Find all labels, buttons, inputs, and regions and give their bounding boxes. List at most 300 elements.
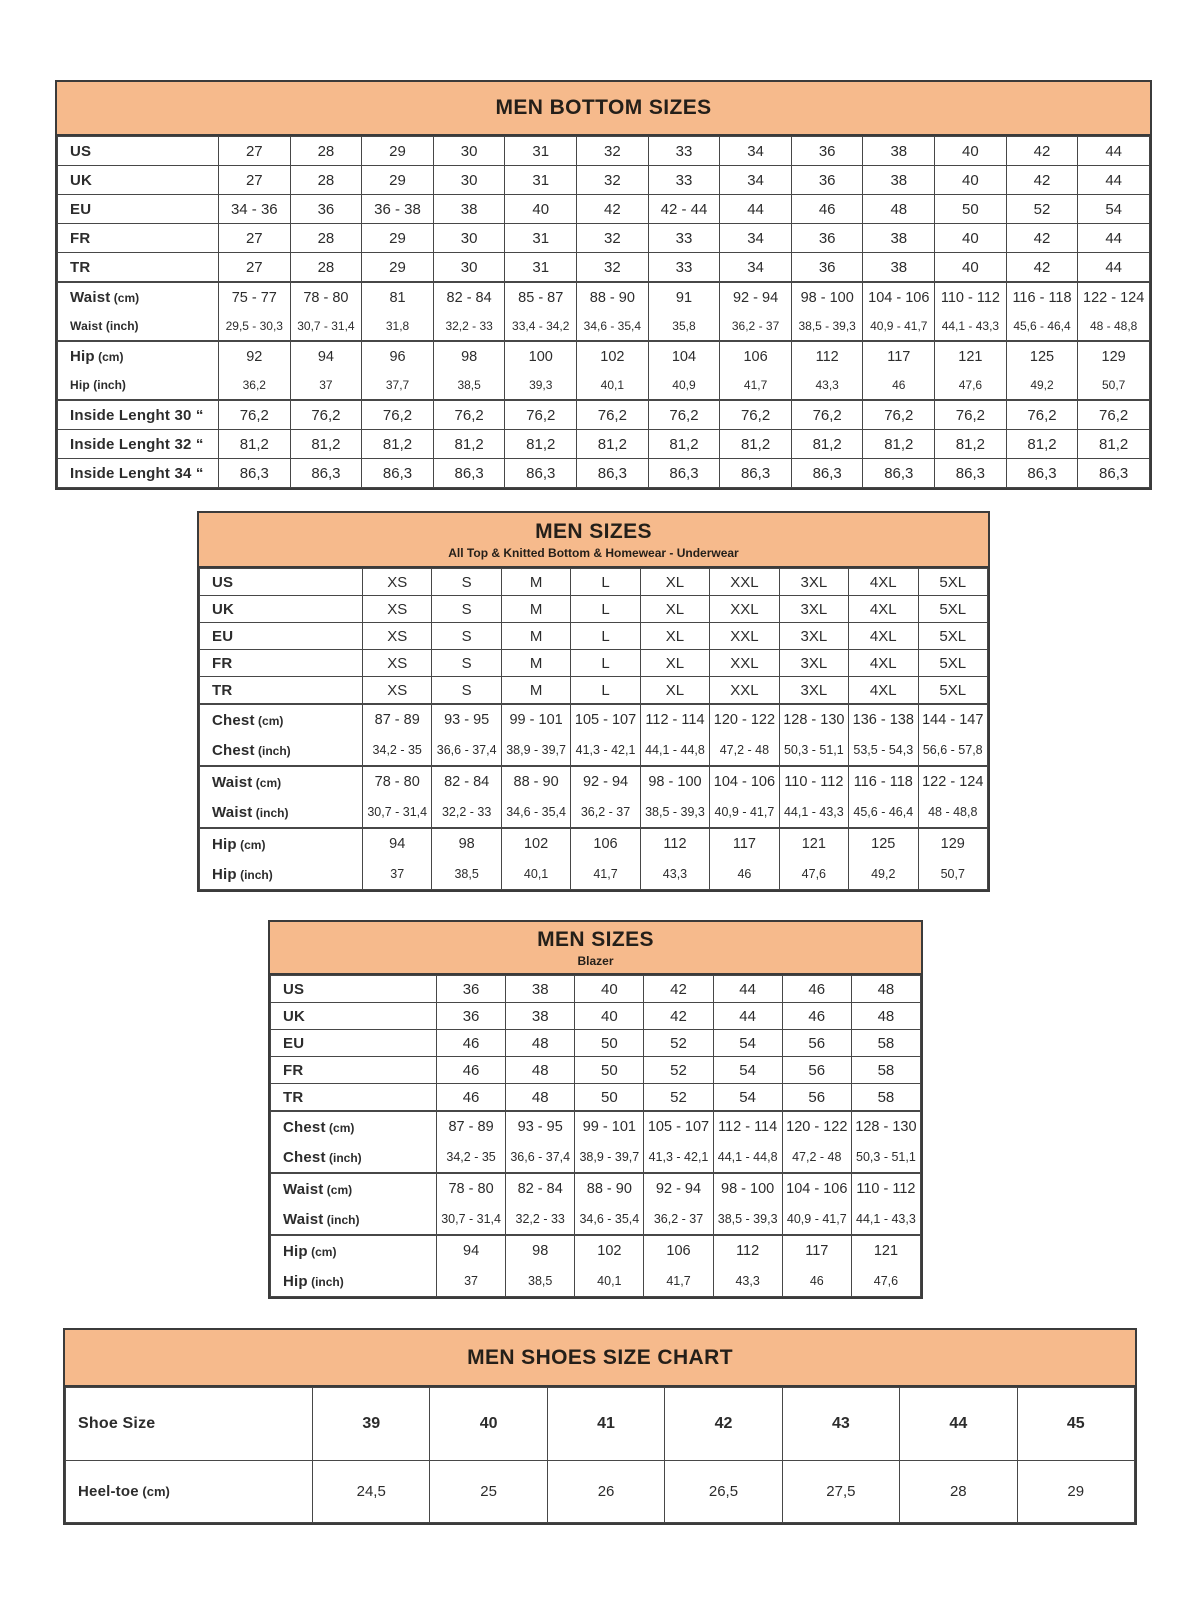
- value-cell: 86,3: [863, 459, 935, 488]
- value-cell: 34,6 - 35,4: [501, 797, 570, 828]
- value-cell: 5XL: [918, 677, 988, 705]
- value-cell: 53,5 - 54,3: [849, 735, 918, 766]
- value-cell: 32: [577, 166, 649, 195]
- value-cell: 54: [713, 1030, 782, 1057]
- value-cell: 32: [577, 137, 649, 166]
- value-cell: 40: [575, 976, 644, 1003]
- row-label: FR: [271, 1057, 437, 1084]
- value-cell: 45,6 - 46,4: [1006, 312, 1078, 341]
- value-cell: 81,2: [505, 430, 577, 459]
- value-cell: 26: [547, 1461, 664, 1523]
- table-row-inside-lenght-30: [58, 400, 1150, 430]
- value-cell: 30,7 - 31,4: [290, 312, 362, 341]
- value-cell: XL: [640, 623, 709, 650]
- value-cell: XS: [363, 596, 432, 623]
- value-cell: 104 - 106: [782, 1173, 851, 1204]
- value-cell: L: [571, 677, 640, 705]
- value-cell: 42: [644, 1003, 713, 1030]
- value-cell: 86,3: [935, 459, 1007, 488]
- value-cell: 117: [863, 341, 935, 371]
- men-shoes-size-chart-section: [63, 1328, 1137, 1525]
- value-cell: 110 - 112: [779, 766, 848, 797]
- value-cell: 82 - 84: [506, 1173, 575, 1204]
- row-label: Inside Lenght 30 “: [58, 400, 219, 430]
- table-row-eu: [200, 623, 988, 650]
- table-row-eu: [271, 1030, 921, 1057]
- value-cell: XL: [640, 650, 709, 677]
- value-cell: 81,2: [362, 430, 434, 459]
- row-label: Hip (cm): [200, 828, 363, 859]
- value-cell: 116 - 118: [849, 766, 918, 797]
- value-cell: XXL: [710, 596, 779, 623]
- value-cell: 112 - 114: [640, 704, 709, 735]
- value-cell: 76,2: [505, 400, 577, 430]
- value-cell: XXL: [710, 569, 779, 596]
- value-cell: 87 - 89: [363, 704, 432, 735]
- table-row-heel-toe-cm: [66, 1461, 1135, 1523]
- table-row-tr: [58, 253, 1150, 283]
- value-cell: 46: [782, 976, 851, 1003]
- table-row-us: [58, 137, 1150, 166]
- value-cell: 37: [437, 1266, 506, 1297]
- value-cell: 93 - 95: [432, 704, 501, 735]
- value-cell: 44: [720, 195, 792, 224]
- value-cell: 33,4 - 34,2: [505, 312, 577, 341]
- value-cell: 104 - 106: [863, 282, 935, 312]
- row-label: EU: [271, 1030, 437, 1057]
- value-cell: 3XL: [779, 596, 848, 623]
- value-cell: 44: [713, 976, 782, 1003]
- value-cell: 33: [648, 253, 720, 283]
- value-cell: 56: [782, 1030, 851, 1057]
- value-cell: 48: [863, 195, 935, 224]
- row-label: Hip (cm): [271, 1235, 437, 1266]
- value-cell: 102: [577, 341, 649, 371]
- value-cell: 92: [219, 341, 291, 371]
- value-cell: 40: [505, 195, 577, 224]
- value-cell: 121: [779, 828, 848, 859]
- value-cell: 86,3: [433, 459, 505, 488]
- value-cell: XXL: [710, 623, 779, 650]
- value-cell: 88 - 90: [577, 282, 649, 312]
- row-label: Shoe Size: [66, 1388, 313, 1461]
- row-label: UK: [200, 596, 363, 623]
- value-cell: 3XL: [779, 677, 848, 705]
- value-cell: 40: [935, 253, 1007, 283]
- value-cell: 36,6 - 37,4: [506, 1142, 575, 1173]
- value-cell: 38,5 - 39,3: [640, 797, 709, 828]
- value-cell: 86,3: [577, 459, 649, 488]
- value-cell: 31: [505, 137, 577, 166]
- value-cell: 4XL: [849, 623, 918, 650]
- value-cell: 136 - 138: [849, 704, 918, 735]
- value-cell: 98 - 100: [791, 282, 863, 312]
- value-cell: XXL: [710, 650, 779, 677]
- men-sizes-tops-table: [199, 568, 988, 890]
- row-label: Hip (cm): [58, 341, 219, 371]
- value-cell: 48 - 48,8: [1078, 312, 1150, 341]
- table-row-us: [271, 976, 921, 1003]
- value-cell: 76,2: [290, 400, 362, 430]
- value-cell: 30,7 - 31,4: [363, 797, 432, 828]
- value-cell: 33: [648, 137, 720, 166]
- value-cell: 37: [290, 371, 362, 400]
- value-cell: 81,2: [863, 430, 935, 459]
- value-cell: 46: [863, 371, 935, 400]
- table-row-fr: [200, 650, 988, 677]
- value-cell: 34: [720, 224, 792, 253]
- value-cell: 4XL: [849, 569, 918, 596]
- value-cell: 28: [290, 224, 362, 253]
- value-cell: 104: [648, 341, 720, 371]
- value-cell: 106: [571, 828, 640, 859]
- value-cell: 75 - 77: [219, 282, 291, 312]
- value-cell: 99 - 101: [501, 704, 570, 735]
- table-header: [199, 513, 988, 568]
- value-cell: 36: [290, 195, 362, 224]
- value-cell: 43,3: [640, 859, 709, 890]
- table-row-waist-cm: [58, 282, 1150, 312]
- table-row-waist-inch: [271, 1204, 921, 1235]
- value-cell: S: [432, 569, 501, 596]
- value-cell: 36: [791, 166, 863, 195]
- value-cell: 76,2: [1006, 400, 1078, 430]
- value-cell: 30: [433, 253, 505, 283]
- value-cell: 58: [851, 1084, 920, 1112]
- table-row-shoe-size: [66, 1388, 1135, 1461]
- value-cell: S: [432, 677, 501, 705]
- value-cell: 86,3: [505, 459, 577, 488]
- value-cell: 112 - 114: [713, 1111, 782, 1142]
- value-cell: 44,1 - 44,8: [713, 1142, 782, 1173]
- value-cell: 99 - 101: [575, 1111, 644, 1142]
- value-cell: 38,5: [506, 1266, 575, 1297]
- row-label: Inside Lenght 34 “: [58, 459, 219, 488]
- value-cell: XXL: [710, 677, 779, 705]
- value-cell: 76,2: [791, 400, 863, 430]
- table-row-tr: [271, 1084, 921, 1112]
- table-title: MEN BOTTOM SIZES: [495, 96, 712, 119]
- value-cell: 36,2 - 37: [644, 1204, 713, 1235]
- value-cell: 3XL: [779, 623, 848, 650]
- value-cell: 41,7: [644, 1266, 713, 1297]
- table-row-uk: [271, 1003, 921, 1030]
- value-cell: 106: [644, 1235, 713, 1266]
- row-label: EU: [200, 623, 363, 650]
- table-row-chest-inch: [200, 735, 988, 766]
- value-cell: 105 - 107: [571, 704, 640, 735]
- value-cell: 81,2: [648, 430, 720, 459]
- value-cell: 5XL: [918, 569, 988, 596]
- value-cell: 36,2: [219, 371, 291, 400]
- value-cell: 30,7 - 31,4: [437, 1204, 506, 1235]
- value-cell: 43: [782, 1388, 899, 1461]
- table-title: MEN SIZES: [535, 519, 652, 543]
- value-cell: 76,2: [1078, 400, 1150, 430]
- value-cell: 81,2: [433, 430, 505, 459]
- table-row-inside-lenght-34: [58, 459, 1150, 488]
- value-cell: 86,3: [219, 459, 291, 488]
- table-row-hip-inch: [271, 1266, 921, 1297]
- value-cell: XL: [640, 677, 709, 705]
- value-cell: 38,5 - 39,3: [713, 1204, 782, 1235]
- value-cell: 5XL: [918, 623, 988, 650]
- value-cell: 45: [1017, 1388, 1134, 1461]
- value-cell: 50,7: [918, 859, 988, 890]
- value-cell: M: [501, 569, 570, 596]
- value-cell: 98: [506, 1235, 575, 1266]
- value-cell: 32: [577, 224, 649, 253]
- value-cell: 54: [713, 1084, 782, 1112]
- row-label: Hip (inch): [58, 371, 219, 400]
- value-cell: M: [501, 623, 570, 650]
- value-cell: 96: [362, 341, 434, 371]
- value-cell: 86,3: [1078, 459, 1150, 488]
- value-cell: L: [571, 596, 640, 623]
- value-cell: 40: [575, 1003, 644, 1030]
- row-label: EU: [58, 195, 219, 224]
- value-cell: 29,5 - 30,3: [219, 312, 291, 341]
- table-row-hip-inch: [200, 859, 988, 890]
- value-cell: 110 - 112: [935, 282, 1007, 312]
- value-cell: 104 - 106: [710, 766, 779, 797]
- value-cell: 47,6: [851, 1266, 920, 1297]
- value-cell: 33: [648, 166, 720, 195]
- value-cell: XL: [640, 596, 709, 623]
- row-label: Chest (inch): [271, 1142, 437, 1173]
- value-cell: 31: [505, 166, 577, 195]
- row-label: UK: [58, 166, 219, 195]
- table-row-waist-inch: [58, 312, 1150, 341]
- row-label: Chest (inch): [200, 735, 363, 766]
- men-sizes-blazer-table: [270, 975, 921, 1297]
- value-cell: 82 - 84: [432, 766, 501, 797]
- value-cell: 40: [935, 137, 1007, 166]
- value-cell: 37: [363, 859, 432, 890]
- value-cell: 38,5: [432, 859, 501, 890]
- table-row-hip-cm: [271, 1235, 921, 1266]
- value-cell: 32: [577, 253, 649, 283]
- value-cell: 48: [506, 1057, 575, 1084]
- value-cell: 3XL: [779, 650, 848, 677]
- value-cell: 30: [433, 166, 505, 195]
- value-cell: 76,2: [720, 400, 792, 430]
- value-cell: 76,2: [219, 400, 291, 430]
- value-cell: 31: [505, 253, 577, 283]
- value-cell: 106: [720, 341, 792, 371]
- value-cell: XS: [363, 623, 432, 650]
- value-cell: 44: [900, 1388, 1017, 1461]
- value-cell: 38: [863, 253, 935, 283]
- value-cell: 54: [1078, 195, 1150, 224]
- value-cell: 36,2 - 37: [571, 797, 640, 828]
- value-cell: 81: [362, 282, 434, 312]
- row-label: Chest (cm): [271, 1111, 437, 1142]
- value-cell: 40: [935, 224, 1007, 253]
- value-cell: 93 - 95: [506, 1111, 575, 1142]
- row-label: Waist (cm): [271, 1173, 437, 1204]
- value-cell: 76,2: [577, 400, 649, 430]
- row-label: TR: [200, 677, 363, 705]
- value-cell: 110 - 112: [851, 1173, 920, 1204]
- value-cell: 92 - 94: [571, 766, 640, 797]
- value-cell: 78 - 80: [363, 766, 432, 797]
- value-cell: 42: [665, 1388, 782, 1461]
- value-cell: 41,3 - 42,1: [644, 1142, 713, 1173]
- value-cell: 42: [1006, 166, 1078, 195]
- value-cell: 42 - 44: [648, 195, 720, 224]
- value-cell: 4XL: [849, 596, 918, 623]
- value-cell: 34: [720, 166, 792, 195]
- value-cell: 32,2 - 33: [432, 797, 501, 828]
- value-cell: 81,2: [1006, 430, 1078, 459]
- value-cell: 44: [1078, 253, 1150, 283]
- value-cell: 50: [575, 1057, 644, 1084]
- value-cell: 49,2: [1006, 371, 1078, 400]
- value-cell: 47,6: [779, 859, 848, 890]
- value-cell: 56,6 - 57,8: [918, 735, 988, 766]
- value-cell: 44: [713, 1003, 782, 1030]
- value-cell: 40,1: [577, 371, 649, 400]
- value-cell: 37,7: [362, 371, 434, 400]
- value-cell: 28: [900, 1461, 1017, 1523]
- value-cell: 31,8: [362, 312, 434, 341]
- value-cell: 36: [791, 224, 863, 253]
- value-cell: 58: [851, 1030, 920, 1057]
- value-cell: 44: [1078, 224, 1150, 253]
- value-cell: 38,5: [433, 371, 505, 400]
- row-label: Waist (cm): [200, 766, 363, 797]
- value-cell: 38,9 - 39,7: [501, 735, 570, 766]
- value-cell: L: [571, 623, 640, 650]
- value-cell: 46: [791, 195, 863, 224]
- value-cell: 58: [851, 1057, 920, 1084]
- table-subtitle: All Top & Knitted Bottom & Homewear - Underwear: [448, 545, 739, 560]
- value-cell: 105 - 107: [644, 1111, 713, 1142]
- value-cell: S: [432, 650, 501, 677]
- value-cell: 81,2: [219, 430, 291, 459]
- value-cell: XS: [363, 677, 432, 705]
- value-cell: 122 - 124: [918, 766, 988, 797]
- value-cell: L: [571, 650, 640, 677]
- value-cell: 38: [863, 224, 935, 253]
- value-cell: 44: [1078, 137, 1150, 166]
- value-cell: 86,3: [1006, 459, 1078, 488]
- value-cell: 52: [644, 1084, 713, 1112]
- value-cell: 4XL: [849, 677, 918, 705]
- value-cell: 48: [506, 1030, 575, 1057]
- table-row-hip-cm: [200, 828, 988, 859]
- row-label: Hip (inch): [271, 1266, 437, 1297]
- value-cell: 44,1 - 43,3: [935, 312, 1007, 341]
- row-label: UK: [271, 1003, 437, 1030]
- value-cell: 112: [640, 828, 709, 859]
- value-cell: 48: [851, 1003, 920, 1030]
- value-cell: 36: [791, 137, 863, 166]
- value-cell: 78 - 80: [437, 1173, 506, 1204]
- value-cell: 41,7: [720, 371, 792, 400]
- value-cell: 44,1 - 43,3: [851, 1204, 920, 1235]
- value-cell: 41,7: [571, 859, 640, 890]
- value-cell: 117: [710, 828, 779, 859]
- value-cell: 36: [437, 976, 506, 1003]
- value-cell: 125: [1006, 341, 1078, 371]
- value-cell: 42: [1006, 253, 1078, 283]
- value-cell: 98 - 100: [713, 1173, 782, 1204]
- men-sizes-tops-section: [197, 511, 990, 892]
- value-cell: 27: [219, 166, 291, 195]
- value-cell: 29: [362, 166, 434, 195]
- value-cell: 48 - 48,8: [918, 797, 988, 828]
- value-cell: 52: [1006, 195, 1078, 224]
- value-cell: 122 - 124: [1078, 282, 1150, 312]
- row-label: Chest (cm): [200, 704, 363, 735]
- value-cell: 35,8: [648, 312, 720, 341]
- value-cell: 44,1 - 44,8: [640, 735, 709, 766]
- value-cell: 92 - 94: [720, 282, 792, 312]
- men-bottom-sizes-table: [57, 136, 1150, 488]
- value-cell: 42: [644, 976, 713, 1003]
- table-row-chest-inch: [271, 1142, 921, 1173]
- value-cell: 82 - 84: [433, 282, 505, 312]
- value-cell: 100: [505, 341, 577, 371]
- men-bottom-sizes-section: [55, 80, 1152, 490]
- value-cell: 42: [1006, 224, 1078, 253]
- value-cell: 34,2 - 35: [363, 735, 432, 766]
- value-cell: 34: [720, 137, 792, 166]
- value-cell: 40,1: [501, 859, 570, 890]
- value-cell: 94: [290, 341, 362, 371]
- row-label: TR: [271, 1084, 437, 1112]
- table-row-waist-inch: [200, 797, 988, 828]
- value-cell: 48: [506, 1084, 575, 1112]
- value-cell: 85 - 87: [505, 282, 577, 312]
- value-cell: 39,3: [505, 371, 577, 400]
- value-cell: 28: [290, 166, 362, 195]
- value-cell: 34,6 - 35,4: [577, 312, 649, 341]
- value-cell: XL: [640, 569, 709, 596]
- value-cell: 30: [433, 137, 505, 166]
- value-cell: 36: [437, 1003, 506, 1030]
- value-cell: L: [571, 569, 640, 596]
- value-cell: 54: [713, 1057, 782, 1084]
- value-cell: 46: [437, 1057, 506, 1084]
- value-cell: 38,9 - 39,7: [575, 1142, 644, 1173]
- table-row-inside-lenght-32: [58, 430, 1150, 459]
- value-cell: 40,9: [648, 371, 720, 400]
- row-label: Waist (cm): [58, 282, 219, 312]
- table-header: [65, 1330, 1135, 1387]
- row-label: Inside Lenght 32 “: [58, 430, 219, 459]
- value-cell: 38: [506, 1003, 575, 1030]
- value-cell: 40,9 - 41,7: [782, 1204, 851, 1235]
- value-cell: 43,3: [713, 1266, 782, 1297]
- value-cell: 42: [577, 195, 649, 224]
- value-cell: 125: [849, 828, 918, 859]
- value-cell: 50,3 - 51,1: [779, 735, 848, 766]
- value-cell: 40,9 - 41,7: [863, 312, 935, 341]
- value-cell: 41,3 - 42,1: [571, 735, 640, 766]
- value-cell: 49,2: [849, 859, 918, 890]
- table-header: [270, 922, 921, 975]
- table-row-uk: [58, 166, 1150, 195]
- value-cell: 46: [782, 1003, 851, 1030]
- value-cell: 81,2: [1078, 430, 1150, 459]
- value-cell: 120 - 122: [710, 704, 779, 735]
- table-header: [57, 82, 1150, 136]
- table-row-chest-cm: [271, 1111, 921, 1142]
- value-cell: 5XL: [918, 650, 988, 677]
